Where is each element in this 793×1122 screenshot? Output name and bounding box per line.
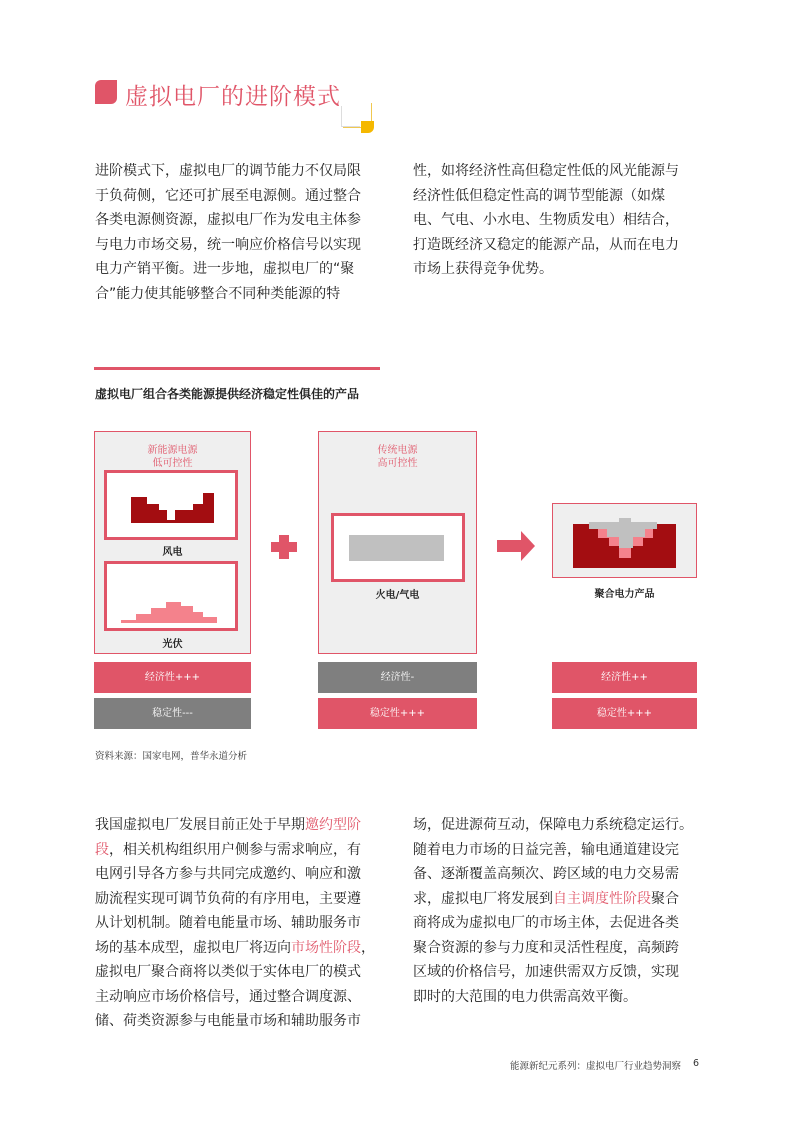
body-left-column	[95, 813, 385, 1034]
body-line	[95, 985, 385, 1010]
intro-line: 打造既经济又稳定的能源产品，从而在电力	[413, 236, 679, 253]
intro-line: 性，如将经济性高但稳定性低的风光能源与	[413, 163, 679, 179]
panel-title	[95, 444, 250, 470]
corner-decoration-dot	[361, 121, 374, 133]
figure-source: 资料来源：国家电网，普华永道分析	[95, 751, 248, 762]
wind-label: 风电	[162, 547, 183, 558]
intro-line: 合”能力使其能够整合不同种类能源的特	[95, 285, 341, 302]
panel-title-line1: 传统电源	[377, 445, 418, 456]
wind-box	[104, 470, 238, 540]
body-text: 场，促进源荷互动，保障电力系统稳定运行。	[413, 817, 693, 833]
arrow-right-icon	[497, 531, 537, 561]
intro-left-column	[95, 159, 384, 306]
footer-title: 能源新纪元系列：虚拟电厂行业趋势洞察	[510, 1061, 682, 1072]
body-line	[95, 960, 385, 985]
highlight-term: 邀约型阶	[305, 817, 361, 833]
intro-line: 各类电源侧资源，虚拟电厂作为发电主体参	[95, 212, 361, 228]
body-text: 从计划机制。随着电能量市场、辅助服务市	[95, 915, 361, 931]
body-line	[95, 838, 385, 863]
body-text: 求，虚拟电厂将发展到	[413, 890, 553, 907]
wind-profile-graphic	[107, 473, 235, 537]
figure-title: 虚拟电厂组合各类能源提供经济稳定性俱佳的产品	[95, 387, 360, 401]
title-marker	[95, 80, 117, 104]
thermal-output-bar	[349, 535, 444, 561]
intro-line: 电力产销平衡。进一步地，虚拟电厂的“聚	[95, 261, 355, 277]
body-line	[413, 887, 709, 912]
body-text: 我国虚拟电厂发展目前正处于早期	[95, 817, 305, 833]
body-text: 励流程实现可调节负荷的有序用电，主要遵	[95, 890, 361, 907]
intro-line: 电、气电、小水电、生物质发电）相结合，	[413, 212, 679, 228]
solar-box	[104, 561, 238, 631]
plus-icon	[271, 535, 297, 559]
solar-profile-graphic	[107, 564, 235, 628]
intro-line: 与电力市场交易，统一响应价格信号以实现	[95, 236, 361, 253]
body-line	[95, 936, 385, 961]
traditional-economy-bar: 经济性-	[318, 662, 477, 693]
body-right-column	[413, 813, 709, 1009]
intro-line: 市场上获得竞争优势。	[413, 261, 553, 277]
panel-title-line1: 新能源电源	[147, 445, 198, 456]
body-text: ，	[361, 939, 375, 956]
intro-line: 经济性低但稳定性高的调节型能源（如煤	[413, 187, 665, 204]
thermal-box	[331, 513, 465, 582]
body-text: 随着电力市场的日益完善，输电通道建设完	[413, 841, 679, 858]
body-text: 商将成为虚拟电厂的市场主体，去促进各类	[413, 915, 679, 931]
solar-label: 光伏	[162, 639, 183, 650]
body-text: 即时的大范围的电力供需高效平衡。	[413, 988, 637, 1005]
body-text: 储、荷类资源参与电能量市场和辅助服务市	[95, 1013, 361, 1029]
new-stability-bar: 稳定性---	[94, 698, 251, 729]
product-label: 聚合电力产品	[594, 589, 655, 600]
product-economy-bar: 经济性++	[552, 662, 697, 693]
body-line	[413, 838, 709, 863]
intro-line: 于负荷侧，它还可扩展至电源侧。通过整合	[95, 187, 361, 204]
product-stability-bar: 稳定性+++	[552, 698, 697, 729]
body-line	[413, 813, 709, 838]
body-line	[95, 862, 385, 887]
body-line	[95, 911, 385, 936]
page-number: 6	[693, 1058, 700, 1069]
body-line	[95, 813, 385, 838]
intro-line: 进阶模式下，虚拟电厂的调节能力不仅局限	[95, 163, 361, 179]
body-text: 区域的价格信号，加速供需双方反馈，实现	[413, 964, 679, 980]
body-text: 聚合资源的参与力度和灵活性程度，高频跨	[413, 939, 679, 956]
body-text: 场的基本成型，虚拟电厂将迈向	[95, 939, 291, 956]
panel-title	[319, 444, 476, 470]
body-text: 主动响应市场价格信号，通过整合调度源、	[95, 988, 361, 1005]
body-line	[413, 960, 709, 985]
panel-title-line2: 高可控性	[377, 458, 418, 469]
body-line	[413, 911, 709, 936]
body-text: 聚合	[651, 890, 679, 907]
highlight-term: 市场性阶段	[291, 939, 361, 956]
thermal-label: 火电/气电	[375, 590, 420, 601]
body-line	[95, 887, 385, 912]
body-line	[413, 936, 709, 961]
body-line	[413, 862, 709, 887]
product-profile-graphic	[553, 504, 695, 576]
page-title: 虚拟电厂的进阶模式	[125, 84, 341, 110]
panel-title-line2: 低可控性	[152, 458, 193, 469]
body-text: 备、逐渐覆盖高频次、跨区域的电力交易需	[413, 866, 679, 882]
body-text: 电网引导各方参与共同完成邀约、响应和激	[95, 866, 361, 882]
new-economy-bar: 经济性+++	[94, 662, 251, 693]
body-text: ，相关机构组织用户侧参与需求响应，有	[109, 841, 361, 858]
highlight-term: 段	[95, 841, 109, 858]
traditional-stability-bar: 稳定性+++	[318, 698, 477, 729]
product-panel	[552, 503, 697, 578]
figure-divider	[94, 367, 380, 370]
body-line	[95, 1009, 385, 1034]
body-line	[413, 985, 709, 1010]
intro-right-column	[413, 159, 703, 282]
highlight-term: 自主调度性阶段	[553, 890, 651, 907]
body-text: 虚拟电厂聚合商将以类似于实体电厂的模式	[95, 964, 361, 980]
